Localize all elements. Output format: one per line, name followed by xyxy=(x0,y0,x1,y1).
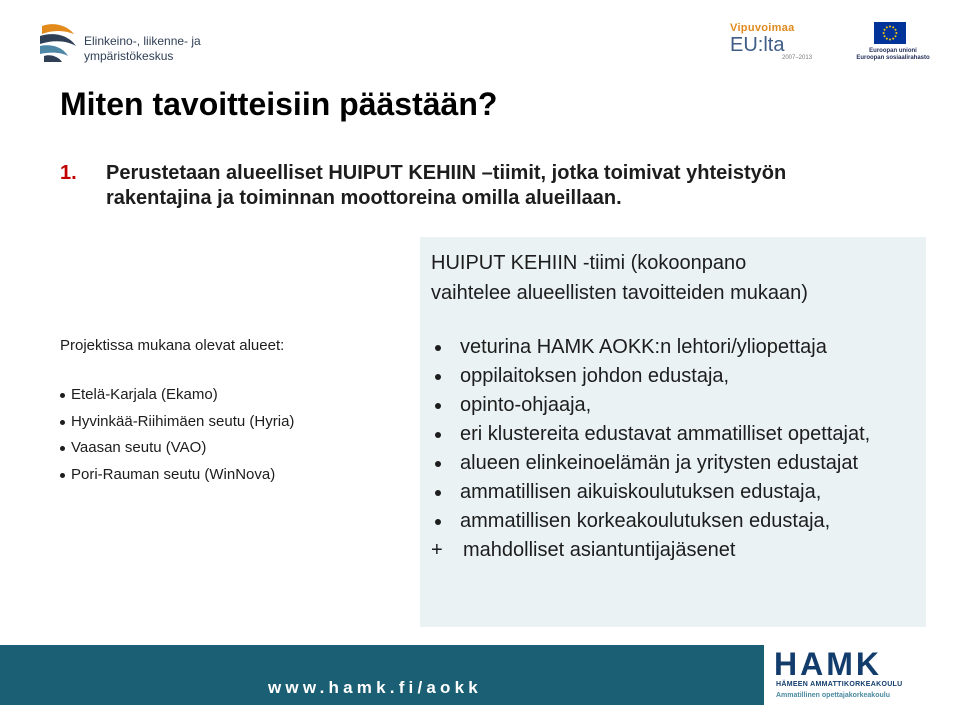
bullet-icon xyxy=(60,473,65,478)
bullet-icon xyxy=(60,420,65,425)
role-label: veturina HAMK AOKK:n lehtori/yliopettaja xyxy=(460,336,827,358)
role-item xyxy=(431,507,921,536)
bullet-icon xyxy=(435,490,441,496)
vipuvoimaa-years: 2007–2013 xyxy=(782,55,813,61)
region-item xyxy=(60,462,400,489)
ely-emblem-icon xyxy=(38,20,78,64)
role-label: ammatillisen korkeakoulutuksen edustaja, xyxy=(460,510,831,532)
point-text-line1: Perustetaan alueelliset HUIPUT KEHIIN –tiimit, jotka toimivat yhteistyön xyxy=(106,162,787,184)
role-item xyxy=(431,449,921,478)
bullet-icon xyxy=(435,432,441,438)
region-item xyxy=(60,382,400,409)
region-label: Vaasan seutu (VAO) xyxy=(71,439,207,456)
regions-list xyxy=(60,382,400,488)
region-label: Etelä-Karjala (Ekamo) xyxy=(71,386,218,403)
role-item xyxy=(431,391,921,420)
role-label: mahdolliset asiantuntijajäsenet xyxy=(463,539,736,561)
bullet-icon xyxy=(435,374,441,380)
role-label: oppilaitoksen johdon edustaja, xyxy=(460,365,730,387)
ely-logo xyxy=(38,20,238,66)
bullet-icon xyxy=(435,345,441,351)
bullet-icon xyxy=(435,461,441,467)
regions-section xyxy=(60,336,400,488)
vipuvoimaa-logo xyxy=(730,22,826,62)
eu-logo-line1: Euroopan unioni xyxy=(869,48,917,54)
region-item xyxy=(60,409,400,436)
hamk-logo xyxy=(764,645,960,705)
eu-logo-text xyxy=(838,48,948,62)
region-label: Pori-Rauman seutu (WinNova) xyxy=(71,465,276,483)
eu-logo xyxy=(838,22,948,64)
team-panel-title xyxy=(431,248,921,308)
role-label: opinto-ohjaaja, xyxy=(460,394,592,416)
bullet-icon xyxy=(435,403,441,409)
vipuvoimaa-top: Vipuvoimaa xyxy=(730,22,795,34)
role-item-extra xyxy=(431,536,921,565)
team-panel-title-line2: vaihtelee alueellisten tavoitteiden mukaan) xyxy=(431,282,808,304)
bullet-icon xyxy=(60,393,65,398)
ely-logo-line2: ympäristökeskus xyxy=(84,49,174,63)
role-label: eri klustereita edustavat ammatilliset opettajat, xyxy=(460,423,871,445)
eu-logo-line2: Euroopan sosiaalirahasto xyxy=(856,55,930,61)
point-number: 1. xyxy=(60,162,77,184)
bullet-icon xyxy=(60,446,65,451)
bullet-icon xyxy=(435,519,441,525)
plus-icon: + xyxy=(431,539,443,561)
point-text-line2: rakentajina ja toiminnan moottoreina omilla alueillaan. xyxy=(106,187,622,209)
ely-logo-line1: Elinkeino-, liikenne- ja xyxy=(84,34,201,48)
hamk-logo-line2: Ammatillinen opettajakorkeakoulu xyxy=(776,692,890,699)
role-label: alueen elinkeinoelämän ja yritysten edustajat xyxy=(460,452,859,474)
ely-logo-text xyxy=(84,34,201,64)
vipuvoimaa-main: EU:lta xyxy=(730,34,785,56)
eu-flag-icon xyxy=(874,22,906,44)
slide-title: Miten tavoitteisiin päästään? xyxy=(60,86,498,122)
role-item xyxy=(431,333,921,362)
team-panel-title-line1: HUIPUT KEHIIN -tiimi (kokoonpano xyxy=(431,252,747,274)
region-item xyxy=(60,435,400,462)
role-label: ammatillisen aikuiskoulutuksen edustaja, xyxy=(460,481,822,503)
role-item xyxy=(431,362,921,391)
footer-bar xyxy=(0,645,960,705)
team-roles-list xyxy=(431,333,921,565)
hamk-logo-line1: HÄMEEN AMMATTIKORKEAKOULU xyxy=(776,681,903,688)
role-item xyxy=(431,420,921,449)
hamk-logo-word: HAMK xyxy=(774,646,882,682)
role-item xyxy=(431,478,921,507)
footer-url-link[interactable]: www.hamk.fi/aokk xyxy=(268,678,482,697)
regions-heading: Projektissa mukana olevat alueet: xyxy=(60,337,285,354)
region-label: Hyvinkää-Riihimäen seutu (Hyria) xyxy=(71,412,295,430)
team-panel xyxy=(420,237,926,627)
